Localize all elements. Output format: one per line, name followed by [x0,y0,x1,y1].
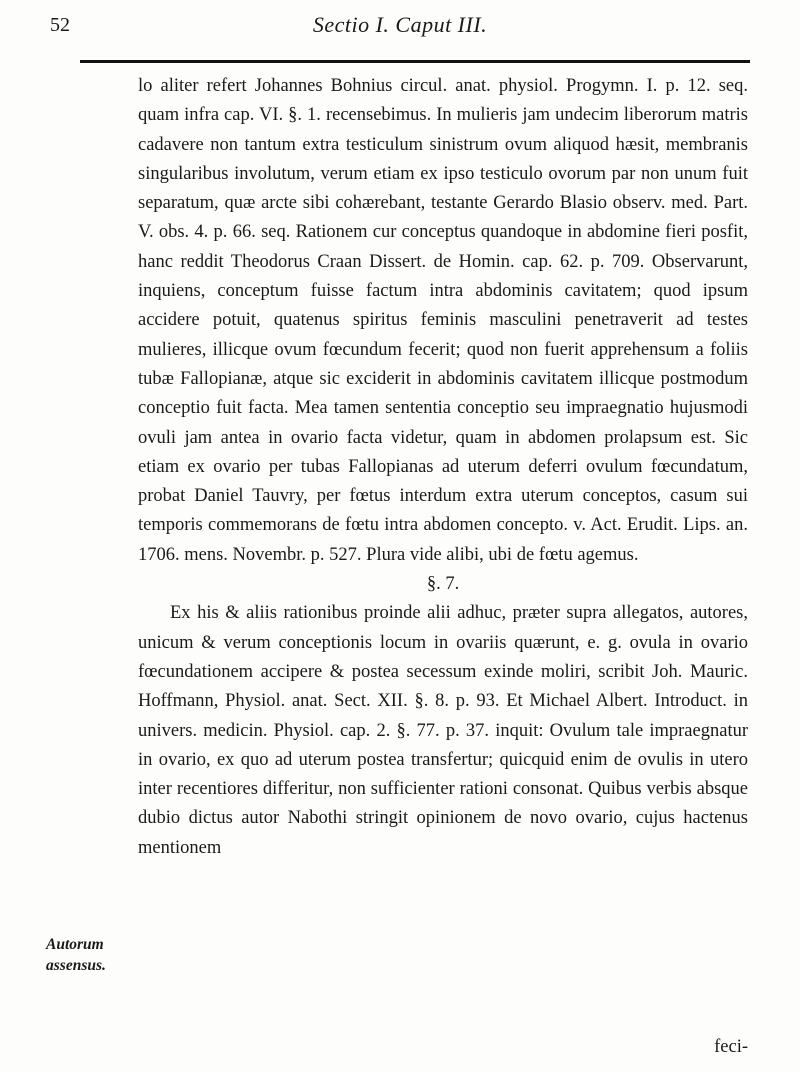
paragraph-2: Ex his & aliis rationibus proinde alii adhuc, præter supra allegatos, autores, unicum & verum conceptionis locum in ovariis quærunt, e. g. ovula in ovario fœcundationem accipere & postea secessum exinde moliri, scribit Joh. Mauric. Hoffmann, Physiol. anat. Sect. XII. §. 8. p. 93. Et Michael Albert. Introduct. in univers. medicin. Physiol. cap. 2. §. 77. p. 37. inquit: Ovulum tale impraegnatur in ovario, ex quo ad uterum postea transfertur; quicquid enim de ovulis in utero inter recentiores differitur, non sufficienter rationi consonat. Quibus verbis absque dubio dictus autor Nabothi stringit opinionem de novo ovario, cujus hactenus mentionem [138,603,748,858]
section-mark: §. 7. [426,574,460,595]
page-header [50,10,750,44]
body-text [138,72,748,863]
catchword: feci- [714,1037,748,1057]
margin-note-line-2: assensus. [46,957,106,974]
paragraph-1: lo aliter refert Johannes Bohnius circul. anat. physiol. Progymn. I. p. 12. seq. quam infra cap. VI. §. 1. recensebimus. In mulieris jam undecim liberorum matris cadavere non tantum extra testiculum sinistrum ovum aliquod hæsit, membranis singularibus involutum, verum etiam ex ipso testiculo ovorum par non unum fuit separatum, quæ arcte sibi cohærebant, testante Gerardo Blasio observ. med. Part. V. obs. 4. p. 66. seq. Rationem cur conceptus quandoque in abdomine fieri posfit, hanc reddit Theodorus Craan Dissert. de Homin. cap. 62. p. 709. Observarunt, inquiens, conceptum fuisse factum intra abdominis cavitatem; quod ipsum accidere potuit, quatenus spiritus feminis masculini penetraverit ad testes mulieres, illicque ovum fœcundum fecerit; quod non fuerit apprehensum a foliis tubæ Fallopianæ, atque sic exciderit in abdominis cavitatem illicque postmodum conceptio fuit facta. Mea tamen sententia conceptio seu impraegnatio hujusmodi ovuli jam antea in ovario facta videtur, quam in abdomen prolapsum est. Sic etiam ex ovario per tubas Fallopianas ad uterum deferri ovulum fœcundatum, probat Daniel Tauvry, per fœtus interdum extra uterum conceptos, casum sui temporis commemorans de fœtu intra abdomen concepto. v. Act. Erudit. Lips. an. 1706. mens. Novembr. p. 527. Plura vide alibi, ubi de fœtu agemus. [138,76,748,565]
margin-note-line-1: Autorum [46,936,104,953]
margin-note [46,934,136,976]
header-rule [80,60,750,63]
running-head: Sectio I. Caput III. [312,12,488,37]
page-number: 52 [50,14,70,36]
